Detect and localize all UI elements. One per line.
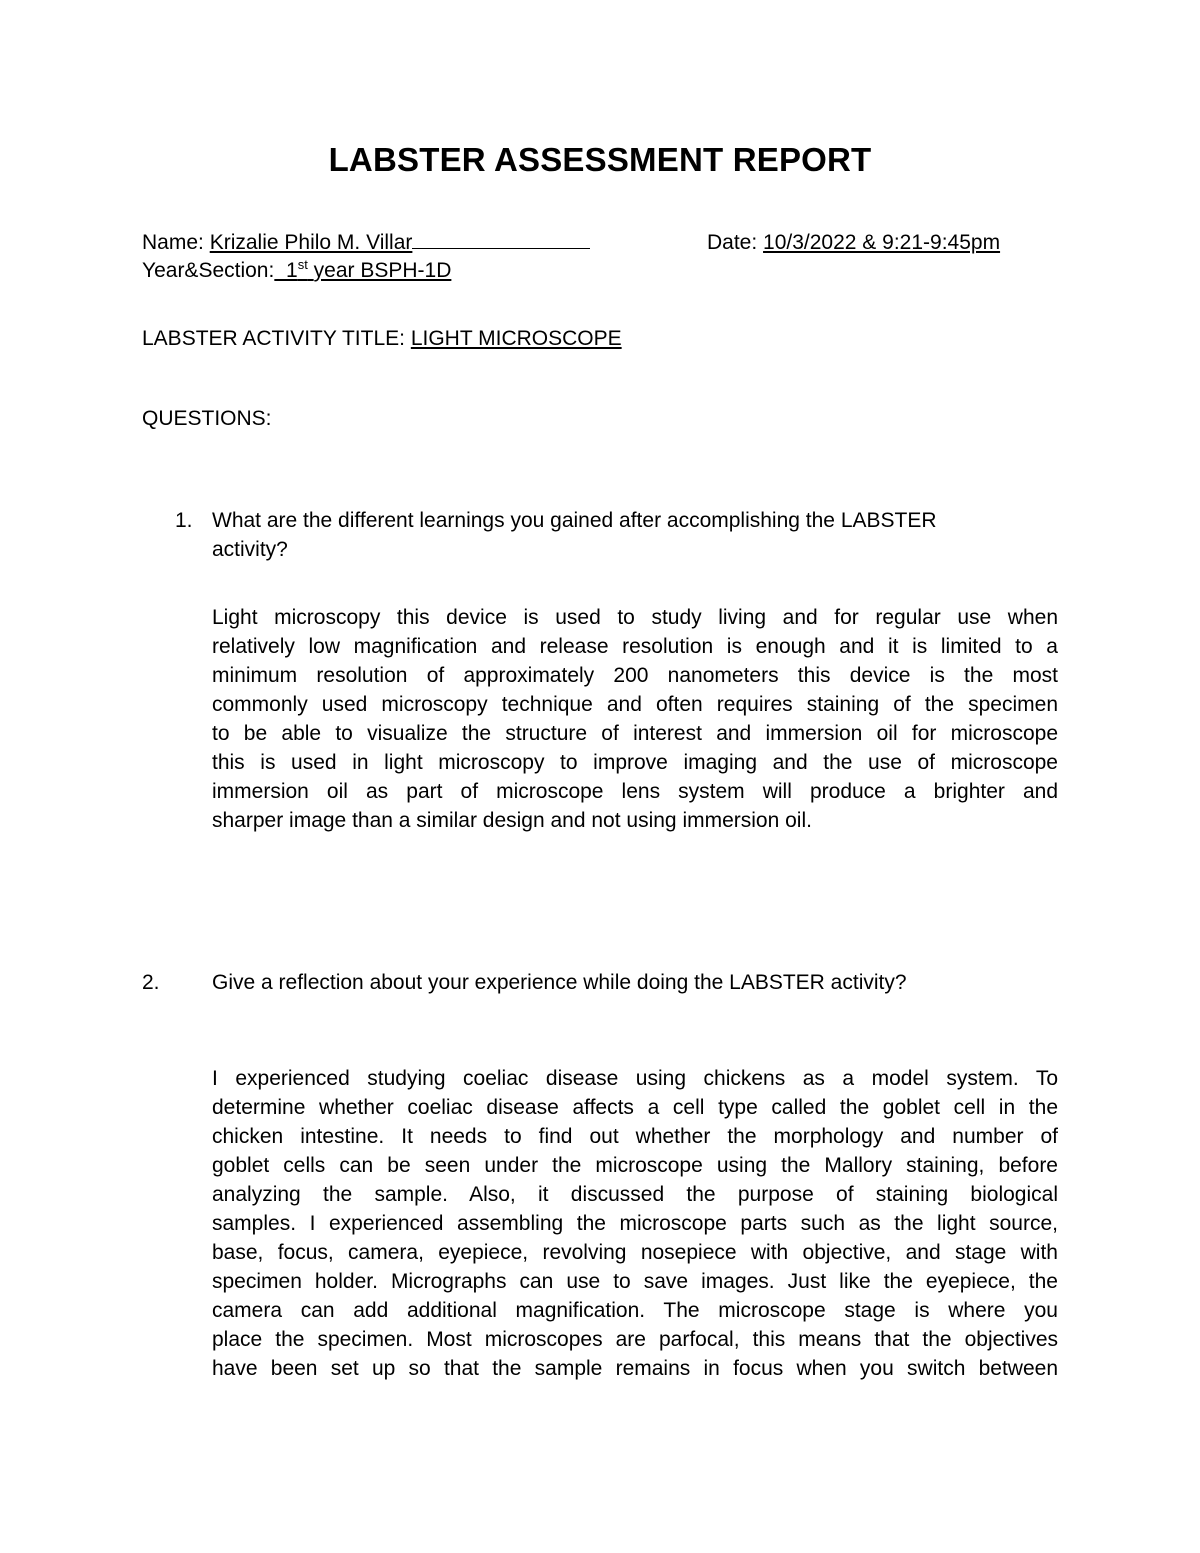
report-title: LABSTER ASSESSMENT REPORT — [328, 141, 872, 178]
answer-2-line: samples. I experienced assembling the microscope parts such as the light source, — [212, 1212, 1058, 1235]
answer-2-line: specimen holder. Micrographs can use to save images. Just like the eyepiece, the — [212, 1270, 1058, 1293]
question-1-number: 1. — [175, 509, 193, 532]
answer-1-line: immersion oil as part of microscope lens system will produce a brighter and — [212, 780, 1058, 803]
question-2-text: Give a reflection about your experience while doing the LABSTER activity? — [212, 971, 907, 994]
activity-title-field — [142, 326, 622, 352]
answer-2 — [212, 1064, 1058, 1383]
answer-2-line: analyzing the sample. Also, it discussed the purpose of staining biological — [212, 1183, 1058, 1206]
name-value: Krizalie Philo M. Villar — [209, 231, 413, 254]
answer-1 — [212, 603, 1058, 835]
name-label: Name: — [142, 231, 204, 254]
answer-2-line: determine whether coeliac disease affects a cell type called the goblet cell in the — [212, 1096, 1058, 1119]
question-1-line-1: What are the different learnings you gained after accomplishing the LABSTER — [212, 509, 937, 532]
answer-2-line: goblet cells can be seen under the microscope using the Mallory staining, before — [212, 1154, 1058, 1177]
answer-2-line: base, focus, camera, eyepiece, revolving nosepiece with objective, and stage with — [212, 1241, 1058, 1264]
activity-title-value: LIGHT MICROSCOPE — [410, 327, 622, 350]
name-blank-line — [412, 248, 590, 249]
year-ordinal: st — [297, 257, 308, 272]
year-section-text: year BSPH-1D — [313, 259, 452, 282]
date-value: 10/3/2022 & 9:21-9:45pm — [763, 231, 1001, 254]
year-section-value — [274, 259, 451, 282]
answer-2-line: have been set up so that the sample remains in focus when you switch between — [212, 1357, 1058, 1380]
year-number: 1 — [286, 259, 298, 282]
activity-title-label: LABSTER ACTIVITY TITLE: — [142, 327, 405, 350]
answer-1-line: to be able to visualize the structure of interest and immersion oil for microscope — [212, 722, 1058, 745]
answer-1-line: sharper image than a similar design and not using immersion oil. — [212, 809, 812, 832]
answer-1-line: commonly used microscopy technique and often requires staining of the specimen — [212, 693, 1058, 716]
date-label: Date: — [707, 231, 758, 254]
answer-2-line: chicken intestine. It needs to find out whether the morphology and number of — [212, 1125, 1058, 1148]
year-section-label: Year&Section: — [142, 259, 275, 282]
questions-heading: QUESTIONS: — [142, 407, 272, 430]
name-field — [142, 230, 590, 256]
answer-1-line: relatively low magnification and release resolution is enough and it is limited to a — [212, 635, 1058, 658]
answer-2-line: camera can add additional magnification. The microscope stage is where you — [212, 1299, 1058, 1322]
answer-2-line: place the specimen. Most microscopes are parfocal, this means that the objectives — [212, 1328, 1058, 1351]
question-1-line-2: activity? — [212, 538, 288, 561]
question-1-text — [212, 506, 1042, 564]
answer-1-line: this is used in light microscopy to improve imaging and the use of microscope — [212, 751, 1058, 774]
answer-1-line: minimum resolution of approximately 200 nanometers this device is the most — [212, 664, 1058, 687]
question-2-number: 2. — [142, 971, 160, 994]
answer-2-line: I experienced studying coeliac disease using chickens as a model system. To — [212, 1067, 1058, 1090]
date-field — [707, 230, 1000, 256]
year-section-field — [142, 258, 451, 284]
answer-1-line: Light microscopy this device is used to study living and for regular use when — [212, 606, 1058, 629]
